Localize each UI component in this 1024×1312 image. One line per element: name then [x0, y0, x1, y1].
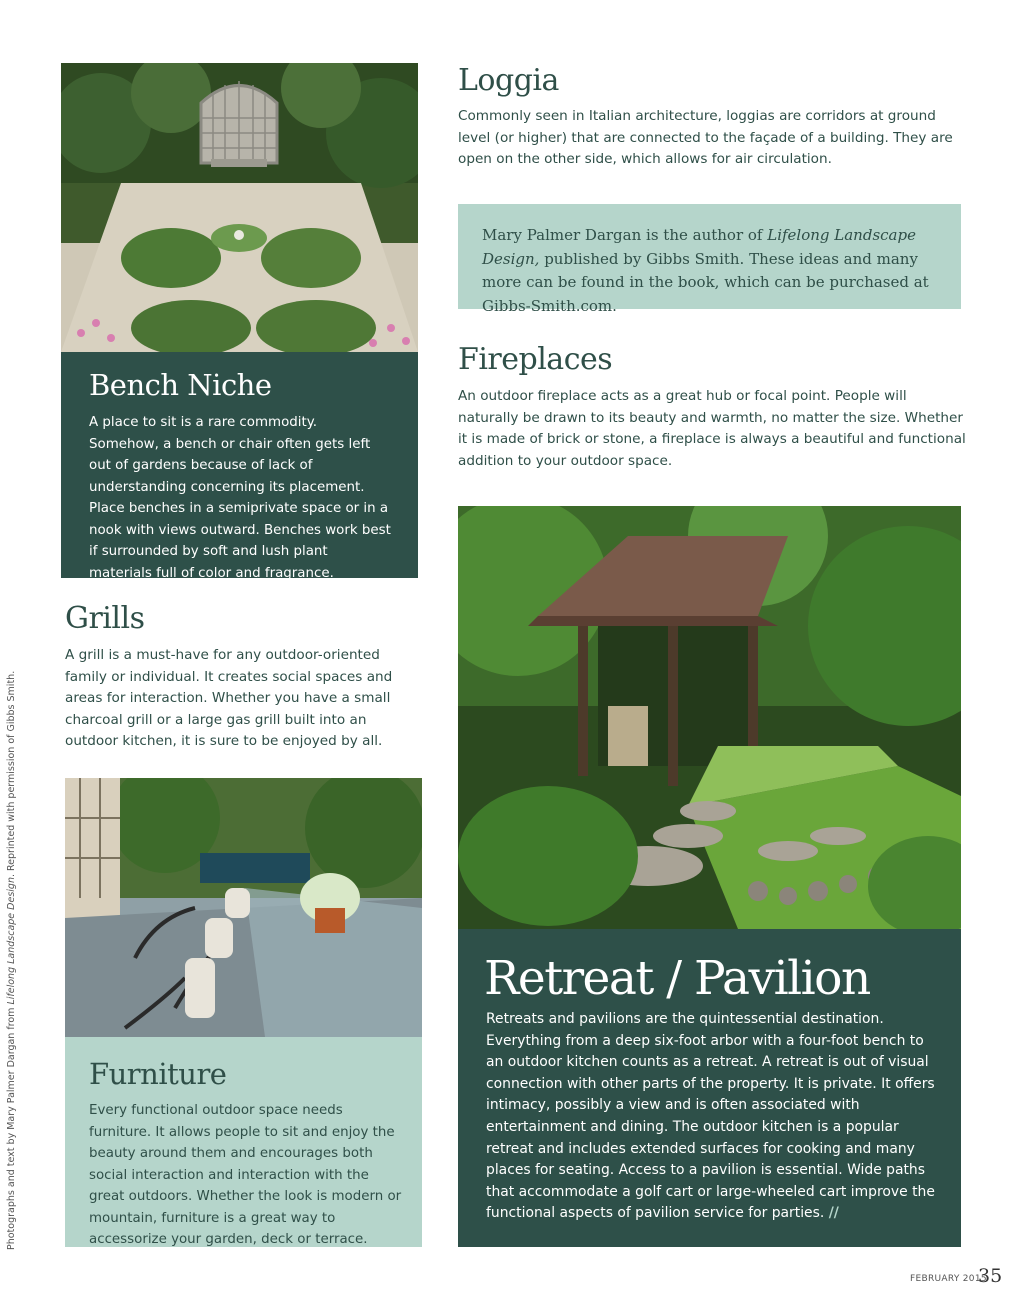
author-book-title: Lifelong Landscape Design, — [482, 226, 916, 268]
credit-after: . Reprinted with permission of Gibbs Smith. — [6, 670, 17, 878]
loggia-body: Commonly seen in Italian architecture, loggias are corridors at ground level (or higher) that are connected to the façade of a building. They are open on the other side, which allows for air circulation. — [458, 108, 953, 167]
author-text-after: published by Gibbs Smith. These ideas and many more can be found in the book, which can be purchased at Gibbs-Smith.com. — [482, 249, 929, 315]
author-text-before: Mary Palmer Dargan is the author of — [482, 226, 768, 244]
garden-photo — [61, 63, 418, 352]
retreat-pavilion-box — [458, 929, 961, 1247]
page-number: 35 — [978, 1265, 1003, 1287]
footer-issue: FEBRUARY 2015 — [910, 1274, 987, 1284]
furniture-title: Furniture — [89, 1057, 227, 1091]
bench-niche-body: A place to sit is a rare commodity. Somehow, a bench or chair often gets left out of gardens because of lack of understanding concerning its placement. Place benches in a semiprivate space or in a nook with views outward. Benches work best if surrounded by soft and lush plant materials full of color and fragrance. — [89, 415, 391, 581]
bench-niche-box — [61, 352, 418, 581]
retreat-title: Retreat / Pavilion — [484, 951, 870, 1006]
author-text — [482, 224, 942, 318]
fireplaces-body: An outdoor fireplace acts as a great hub or focal point. People will naturally be drawn to its beauty and warmth, no matter the size. Whether it is made of brick or stone, a fireplace is always a beautiful and functional addition to your outdoor space. — [458, 388, 966, 469]
credit-book-title: Lifelong Landscape Design — [6, 877, 17, 1005]
credit-before: Photographs and text by Mary Palmer Dargan from — [6, 1004, 17, 1250]
furniture-box — [65, 1037, 422, 1247]
bench-niche-title: Bench Niche — [89, 368, 272, 402]
fireplaces-title: Fireplaces — [458, 342, 613, 377]
retreat-body — [486, 1009, 936, 1225]
grills-title: Grills — [65, 601, 145, 636]
end-mark: // — [828, 1205, 839, 1222]
author-box — [458, 204, 961, 315]
loggia-title: Loggia — [458, 63, 559, 98]
patio-photo — [65, 778, 422, 1037]
photo-credit — [6, 671, 17, 1250]
furniture-body: Every functional outdoor space needs furniture. It allows people to sit and enjoy the beauty around them and encourages both social interaction and interaction with the great outdoors. Whether the look is modern or mountain, furniture is a great way to accessorize your garden, deck or terrace. — [89, 1103, 402, 1247]
grills-body: A grill is a must-have for any outdoor-oriented family or individual. It creates social spaces and areas for interaction. Whether you have a small charcoal grill or a large gas grill built into an outdoor kitchen, it is sure to be enjoyed by all. — [65, 647, 393, 749]
retreat-body-text: Retreats and pavilions are the quintessential destination. Everything from a deep six-foot arbor with a four-foot bench to an outdoor kitchen counts as a retreat. A retreat is out of visual connection with other parts of the property. It is private. It offers intimacy, possibly a view and is often associated with entertainment and dining. The outdoor kitchen is a popular retreat and includes extended surfaces for cooking and many places for seating. Access to a pavilion is essential. Wide paths that accommodate a golf cart or large-wheeled cart improve the functional aspects of pavilion service for parties. — [486, 1011, 935, 1222]
pavilion-photo — [458, 506, 961, 929]
